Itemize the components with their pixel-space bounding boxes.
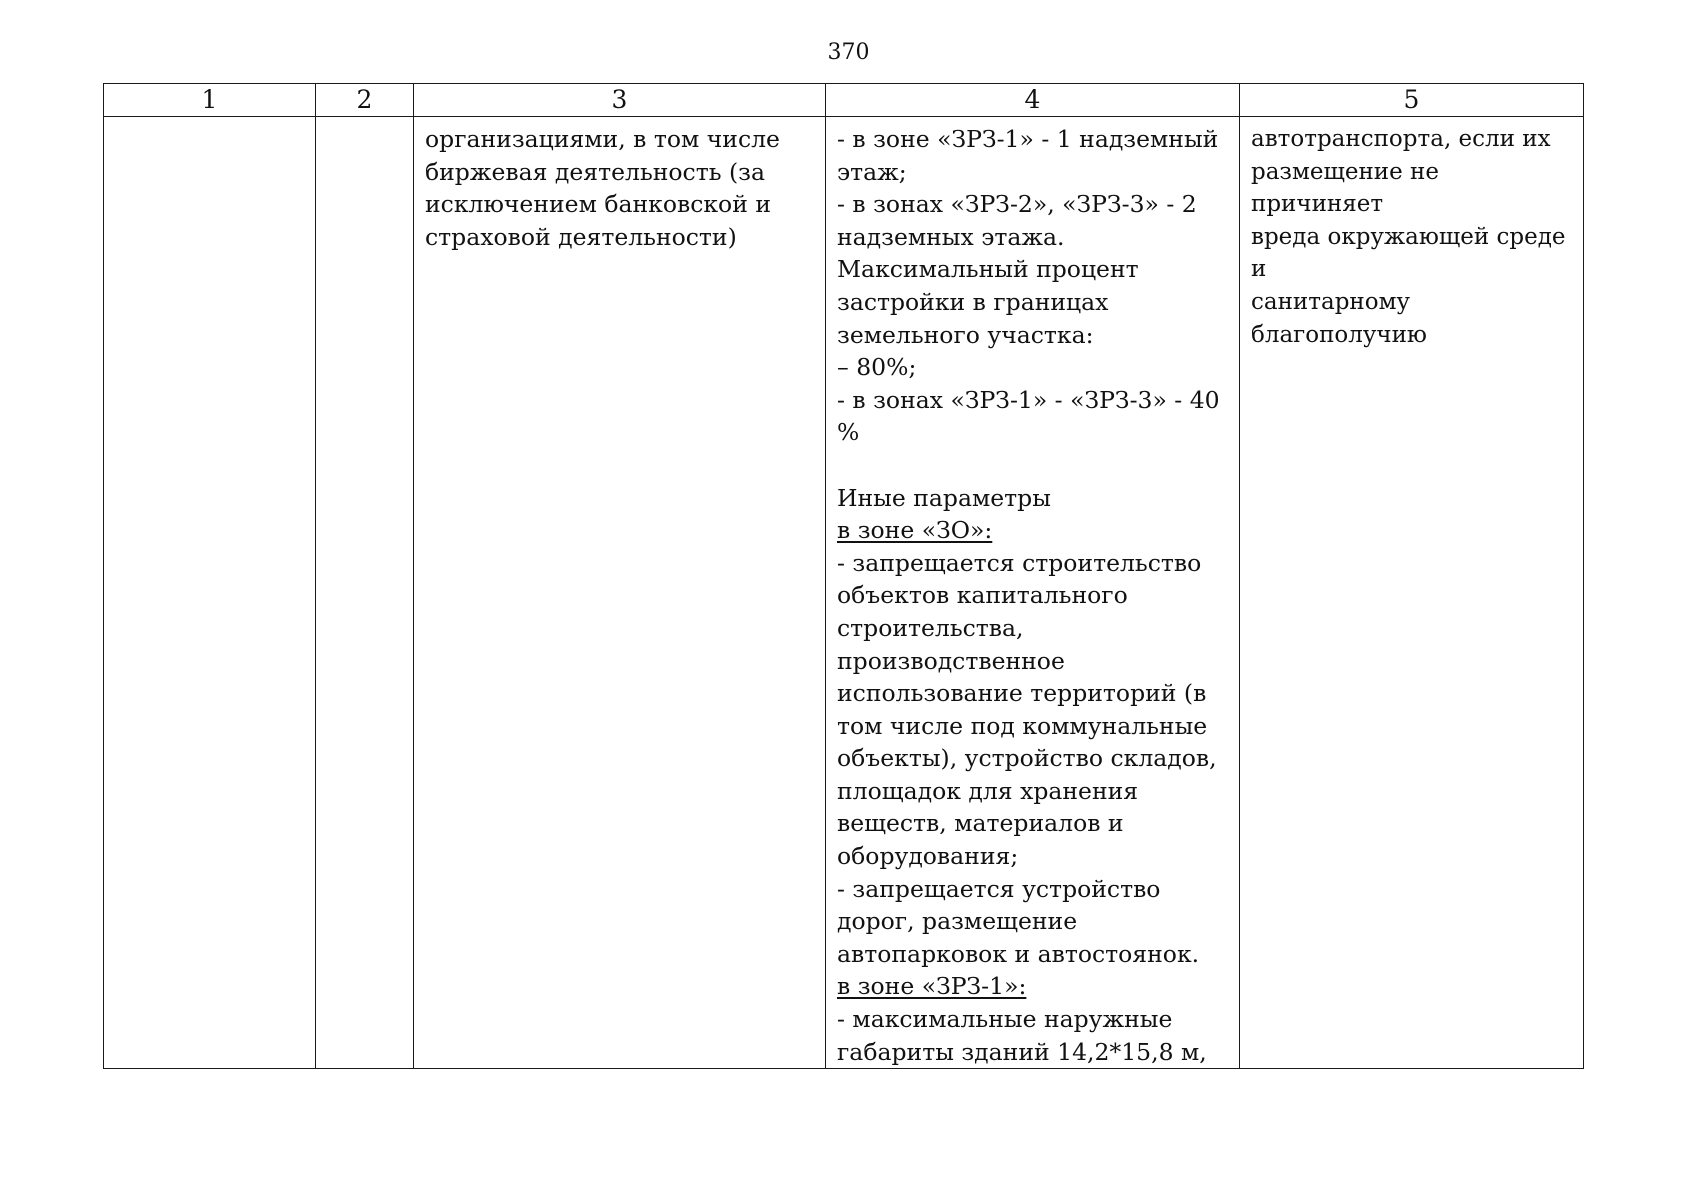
cell-col4 bbox=[826, 117, 1240, 1069]
activity-description: организациями, в том числе биржевая деятельность (за исключением банковской и страховой деятельности) bbox=[425, 125, 780, 251]
zone-zo-restrictions: - запрещается строительство объектов капитального строительства, производственное использование территорий (в том числе под коммунальные объекты), устройство складов, площадок для хранения веществ, материалов и оборудования; - запрещается устройство дорог, размещение автопарковок и автостоянок. bbox=[837, 548, 1217, 968]
column-header-2: 2 bbox=[316, 84, 414, 117]
zone-zrz1-restrictions: - максимальные наружные габариты зданий 14,2*15,8 м, bbox=[837, 1005, 1207, 1066]
floors-and-coverage-text: - в зоне «ЗРЗ-1» - 1 надземный этаж; - в зонах «ЗРЗ-2», «ЗРЗ-3» - 2 надземных этажа. Максимальный процент застройки в границах земельного участка: – 80%; - в зонах «ЗРЗ-1» - «ЗРЗ-3» - 40 % bbox=[837, 125, 1220, 447]
cell-col1-text bbox=[104, 117, 315, 123]
conditions-text: автотранспорта, если их размещение не причиняет вреда окружающей среде и санитарному благополучию bbox=[1251, 126, 1566, 348]
column-header-5: 5 bbox=[1240, 84, 1584, 117]
column-header-1: 1 bbox=[104, 84, 316, 117]
page-number: 370 bbox=[827, 40, 870, 65]
cell-col5 bbox=[1240, 117, 1584, 1069]
parameters-text bbox=[826, 117, 1239, 1068]
column-header-4: 4 bbox=[826, 84, 1240, 117]
table-header-row bbox=[104, 84, 1584, 117]
cell-col1 bbox=[104, 117, 316, 1069]
regulations-table bbox=[103, 83, 1584, 1069]
cell-col2-text bbox=[316, 117, 413, 123]
table-row bbox=[104, 117, 1584, 1069]
zone-zo-heading: в зоне «ЗО»: bbox=[837, 516, 993, 545]
column-header-3: 3 bbox=[414, 84, 826, 117]
other-params-heading: Иные параметры bbox=[837, 483, 1051, 512]
cell-col3 bbox=[414, 117, 826, 1069]
zone-zrz1-heading: в зоне «ЗРЗ-1»: bbox=[837, 972, 1027, 1001]
cell-col2 bbox=[316, 117, 414, 1069]
